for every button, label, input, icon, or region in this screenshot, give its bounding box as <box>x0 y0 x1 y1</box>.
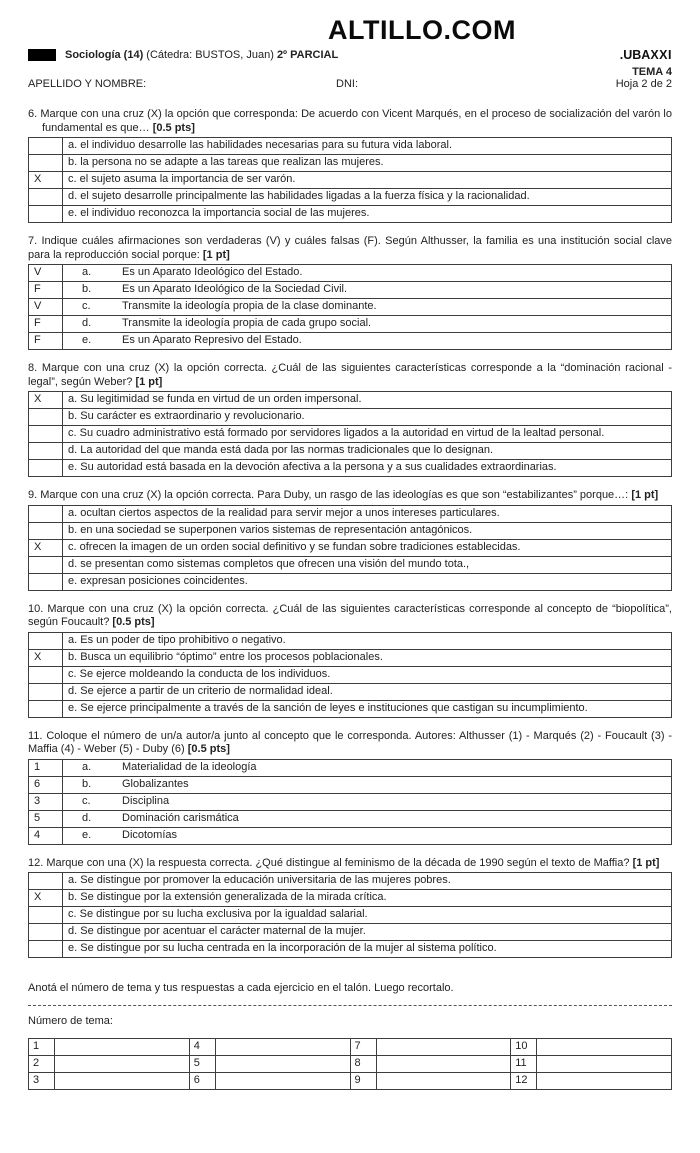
option-text-cell: d. La autoridad del que manda está dada por las normas tradicionales que lo designan. <box>63 443 672 460</box>
option-row <box>29 873 672 890</box>
question-11-points: [0.5 pts] <box>187 743 230 755</box>
option-letter: b. <box>82 777 92 790</box>
exercise-number-cell: 1 <box>29 1039 55 1056</box>
redacted-logo-box <box>28 49 56 61</box>
identification-row <box>28 66 672 96</box>
answer-mark-cell: 6 <box>29 776 63 793</box>
option-row <box>29 907 672 924</box>
option-text-cell: a. Se distingue por promover la educación universitaria de las mujeres pobres. <box>63 873 672 890</box>
course-title-block <box>28 49 338 61</box>
answer-blank-cell <box>537 1056 672 1073</box>
course-row <box>28 48 672 62</box>
option-row <box>29 573 672 590</box>
answer-blank-cell <box>55 1039 190 1056</box>
option-text-cell: c. Su cuadro administrativo está formado por servidores ligados a la autoridad en virtud de la lealtad personal. <box>63 426 672 443</box>
course-name: Sociología (14) <box>65 49 144 61</box>
answer-mark-cell <box>29 426 63 443</box>
answer-mark-cell <box>29 683 63 700</box>
question-9-points: [1 pt] <box>631 489 659 501</box>
option-text-cell <box>63 776 672 793</box>
option-text: Es un Aparato Represivo del Estado. <box>122 334 302 346</box>
option-text-cell: e. expresan posiciones coincidentes. <box>63 573 672 590</box>
exercise-number-cell: 5 <box>189 1056 215 1073</box>
option-letter: d. <box>82 811 92 824</box>
question-10 <box>28 603 672 718</box>
option-text-cell: e. el individuo reconozca la importancia social de las mujeres. <box>63 206 672 223</box>
question-6-points: [0.5 pts] <box>152 121 195 134</box>
question-7-prompt <box>28 235 672 262</box>
option-letter: e. <box>82 828 92 841</box>
answer-mark-cell <box>29 443 63 460</box>
answer-mark-cell: F <box>29 282 63 299</box>
question-7-prompt-text: 7. Indique cuáles afirmaciones son verdaderas (V) y cuáles falsas (F). Según Althusser, la familia es una institución social clave para la reproducción social porque: <box>28 235 672 261</box>
option-text-cell: b. Se distingue por la extensión generalizada de la mirada crítica. <box>63 890 672 907</box>
option-row <box>29 941 672 958</box>
option-letter: e. <box>82 334 92 346</box>
answer-mark-cell: 5 <box>29 810 63 827</box>
option-text-cell: b. en una sociedad se superponen varios sistemas de representación antagónicos. <box>63 522 672 539</box>
option-text-cell: c. Se distingue por su lucha exclusiva por la igualdad salarial. <box>63 907 672 924</box>
question-8-prompt <box>28 362 672 389</box>
option-row <box>29 189 672 206</box>
match-row <box>29 810 672 827</box>
exercise-number-cell: 9 <box>350 1073 376 1090</box>
answer-mark-cell: X <box>29 172 63 189</box>
answer-mark-cell <box>29 666 63 683</box>
answer-mark-cell: 3 <box>29 793 63 810</box>
exercise-number-cell: 3 <box>29 1073 55 1090</box>
answer-mark-cell <box>29 941 63 958</box>
course-title <box>65 49 338 61</box>
question-6 <box>28 108 672 223</box>
option-text-cell: e. Se distingue por su lucha centrada en la incorporación de la mujer al sistema político. <box>63 941 672 958</box>
vf-row <box>29 265 672 282</box>
question-11-prompt-text: 11. Coloque el número de un/a autor/a junto al concepto que le corresponda. Autores: Althusser (1) - Marqués (2) - Foucault (3) - Maffia (4) - Weber (5) - Duby (6) <box>28 729 672 755</box>
answer-blank-cell <box>376 1073 511 1090</box>
answer-blank-cell <box>55 1056 190 1073</box>
answer-mark-cell <box>29 409 63 426</box>
answer-grid <box>28 1038 672 1090</box>
answer-mark-cell: X <box>29 649 63 666</box>
vf-row <box>29 333 672 350</box>
question-12-points: [1 pt] <box>632 856 660 869</box>
option-row <box>29 556 672 573</box>
option-letter: c. <box>82 300 91 312</box>
question-7-points: [1 pt] <box>202 248 230 261</box>
tema-number-label: Número de tema: <box>28 1015 113 1027</box>
question-6-options-table <box>28 137 672 223</box>
question-7-statements-table <box>28 264 672 350</box>
answer-blank-cell <box>55 1073 190 1090</box>
page-number: Hoja 2 de 2 <box>615 78 672 90</box>
option-row <box>29 409 672 426</box>
exercise-number-cell: 12 <box>511 1073 537 1090</box>
exercise-number-cell: 8 <box>350 1056 376 1073</box>
answer-blank-cell <box>215 1073 350 1090</box>
option-row <box>29 683 672 700</box>
exercise-number-cell: 4 <box>189 1039 215 1056</box>
option-text: Es un Aparato Ideológico de la Sociedad Civil. <box>122 283 348 295</box>
option-text-cell <box>63 299 672 316</box>
answer-mark-cell <box>29 907 63 924</box>
question-10-prompt-text: 10. Marque con una cruz (X) la opción correcta. ¿Cuál de las siguientes características corresponde al concepto de “biopolítica”, según Foucault? <box>28 602 672 628</box>
answer-mark-cell: X <box>29 392 63 409</box>
answer-blank-cell <box>215 1056 350 1073</box>
course-catedra: (Cátedra: BUSTOS, Juan) <box>143 49 277 61</box>
option-row <box>29 426 672 443</box>
option-letter: c. <box>82 794 91 807</box>
option-text-cell: b. Busca un equilibrio “óptimo” entre los procesos poblacionales. <box>63 649 672 666</box>
option-text: Dominación carismática <box>122 811 239 824</box>
answer-mark-cell <box>29 556 63 573</box>
option-text-cell: c. Se ejerce moldeando la conducta de los individuos. <box>63 666 672 683</box>
option-row <box>29 924 672 941</box>
vf-row <box>29 299 672 316</box>
option-text-cell <box>63 827 672 844</box>
option-text-cell: b. Su carácter es extraordinario y revolucionario. <box>63 409 672 426</box>
option-row <box>29 172 672 189</box>
answer-mark-cell: X <box>29 890 63 907</box>
dni-field-label: DNI: <box>336 78 358 90</box>
option-text-cell: a. Es un poder de tipo prohibitivo o negativo. <box>63 632 672 649</box>
answer-mark-cell: F <box>29 333 63 350</box>
option-text-cell: a. el individuo desarrolle las habilidades necesarias para su futura vida laboral. <box>63 138 672 155</box>
option-text: Es un Aparato Ideológico del Estado. <box>122 266 303 278</box>
grid-row <box>29 1056 672 1073</box>
option-text-cell: e. Se ejerce principalmente a través de la sanción de leyes e instituciones que castigan su incumplimiento. <box>63 700 672 717</box>
option-row <box>29 522 672 539</box>
answer-mark-cell: F <box>29 316 63 333</box>
option-row <box>29 666 672 683</box>
option-text: Dicotomías <box>122 828 178 841</box>
option-text-cell: a. ocultan ciertos aspectos de la realidad para servir mejor a unos intereses particulares. <box>63 505 672 522</box>
question-10-points: [0.5 pts] <box>112 616 155 628</box>
option-row <box>29 539 672 556</box>
uba-brand-bold: .UBA <box>619 48 651 62</box>
option-text-cell <box>63 759 672 776</box>
site-title: ALTILLO.COM <box>328 15 516 45</box>
option-letter: a. <box>82 760 92 773</box>
question-12 <box>28 857 672 959</box>
option-text: Transmite la ideología propia de cada grupo social. <box>122 317 372 329</box>
page-header <box>28 16 672 96</box>
option-row <box>29 460 672 477</box>
uba-brand-xxi: XXI <box>650 48 672 62</box>
option-text-cell: b. la persona no se adapte a las tareas que realizan las mujeres. <box>63 155 672 172</box>
question-12-prompt-text: 12. Marque con una (X) la respuesta correcta. ¿Qué distingue al feminismo de la década de 1990 según el texto de Maffia? <box>28 856 630 869</box>
question-8-prompt-text: 8. Marque con una cruz (X) la opción correcta. ¿Cuál de las siguientes características corresponde a la “dominación racional - legal”, según Weber? <box>28 362 672 388</box>
option-row <box>29 443 672 460</box>
option-row <box>29 155 672 172</box>
option-text-cell <box>63 265 672 282</box>
option-letter: d. <box>82 317 92 329</box>
option-row <box>29 890 672 907</box>
option-row <box>29 138 672 155</box>
vf-row <box>29 282 672 299</box>
option-row <box>29 392 672 409</box>
option-text-cell <box>63 810 672 827</box>
match-row <box>29 827 672 844</box>
exercise-number-cell: 7 <box>350 1039 376 1056</box>
question-12-options-table <box>28 872 672 958</box>
answer-mark-cell: 1 <box>29 759 63 776</box>
talon-section <box>28 982 672 1090</box>
option-text: Transmite la ideología propia de la clase dominante. <box>122 300 377 312</box>
option-text: Disciplina <box>122 794 170 807</box>
option-letter: a. <box>82 266 92 278</box>
answer-mark-cell <box>29 522 63 539</box>
exercise-number-cell: 10 <box>511 1039 537 1056</box>
answer-mark-cell <box>29 505 63 522</box>
option-text-cell <box>63 316 672 333</box>
answer-mark-cell <box>29 138 63 155</box>
tema-box <box>616 66 672 90</box>
option-text-cell: c. el sujeto asuma la importancia de ser varón. <box>63 172 672 189</box>
answer-mark-cell <box>29 573 63 590</box>
option-text-cell <box>63 282 672 299</box>
question-6-prompt <box>28 108 672 135</box>
answer-mark-cell: V <box>29 265 63 282</box>
option-text-cell: e. Su autoridad está basada en la devoción afectiva a la persona y a sus cualidades extraordinarias. <box>63 460 672 477</box>
exercise-number-cell: 11 <box>511 1056 537 1073</box>
answer-mark-cell <box>29 155 63 172</box>
match-row <box>29 793 672 810</box>
option-row <box>29 505 672 522</box>
answer-mark-cell <box>29 206 63 223</box>
question-8 <box>28 362 672 477</box>
answer-blank-cell <box>215 1039 350 1056</box>
option-text-cell: a. Su legitimidad se funda en virtud de un orden impersonal. <box>63 392 672 409</box>
question-7 <box>28 235 672 350</box>
answer-mark-cell <box>29 873 63 890</box>
answer-mark-cell <box>29 924 63 941</box>
answer-blank-cell <box>537 1039 672 1056</box>
question-9-options-table <box>28 505 672 591</box>
match-row <box>29 776 672 793</box>
option-row <box>29 206 672 223</box>
question-9-prompt <box>28 489 672 503</box>
option-text-cell: d. Se distingue por acentuar el carácter maternal de la mujer. <box>63 924 672 941</box>
name-field-label: APELLIDO Y NOMBRE: <box>28 78 147 90</box>
question-12-prompt <box>28 857 672 871</box>
question-11 <box>28 730 672 845</box>
question-10-options-table <box>28 632 672 718</box>
option-row <box>29 632 672 649</box>
option-text-cell: d. el sujeto desarrolle principalmente las habilidades ligadas a la fuerza física y la racionalidad. <box>63 189 672 206</box>
answer-mark-cell <box>29 700 63 717</box>
match-row <box>29 759 672 776</box>
answer-blank-cell <box>537 1073 672 1090</box>
option-text: Globalizantes <box>122 777 189 790</box>
question-9 <box>28 489 672 591</box>
answer-mark-cell: X <box>29 539 63 556</box>
answer-blank-cell <box>376 1056 511 1073</box>
option-text-cell: c. ofrecen la imagen de un orden social definitivo y se fundan sobre tradiciones establecidas. <box>63 539 672 556</box>
exam-label: 2º PARCIAL <box>276 49 339 61</box>
option-text-cell <box>63 793 672 810</box>
option-text: Materialidad de la ideología <box>122 760 257 773</box>
instructions-note: Anotá el número de tema y tus respuestas a cada ejercicio en el talón. Luego recortalo. <box>28 982 454 994</box>
question-10-prompt <box>28 603 672 630</box>
exercise-number-cell: 2 <box>29 1056 55 1073</box>
option-text-cell: d. se presentan como sistemas completos que ofrecen una visión del mundo tota., <box>63 556 672 573</box>
tema-label: TEMA 4 <box>632 66 672 78</box>
answer-blank-cell <box>376 1039 511 1056</box>
answer-mark-cell: 4 <box>29 827 63 844</box>
option-letter: b. <box>82 283 92 295</box>
option-text-cell: d. Se ejerce a partir de un criterio de normalidad ideal. <box>63 683 672 700</box>
option-row <box>29 649 672 666</box>
exercise-number-cell: 6 <box>189 1073 215 1090</box>
question-11-matching-table <box>28 759 672 845</box>
answer-mark-cell <box>29 189 63 206</box>
option-row <box>29 700 672 717</box>
question-11-prompt <box>28 730 672 757</box>
grid-row <box>29 1039 672 1056</box>
answer-mark-cell: V <box>29 299 63 316</box>
uba-brand <box>620 48 672 62</box>
answer-mark-cell <box>29 632 63 649</box>
vf-row <box>29 316 672 333</box>
question-8-options-table <box>28 391 672 477</box>
question-6-prompt-text: 6. Marque con una cruz (X) la opción que corresponda: De acuerdo con Vicent Marqués, en el proceso de socialización del varón lo fundamental es que… <box>28 108 672 134</box>
cut-here-dashed-line <box>28 1005 672 1006</box>
question-8-points: [1 pt] <box>135 375 163 388</box>
option-text-cell <box>63 333 672 350</box>
answer-mark-cell <box>29 460 63 477</box>
grid-row <box>29 1073 672 1090</box>
question-9-prompt-text: 9. Marque con una cruz (X) la opción correcta. Para Duby, un rasgo de las ideologías es que son “estabilizantes” porque…: <box>28 489 629 501</box>
